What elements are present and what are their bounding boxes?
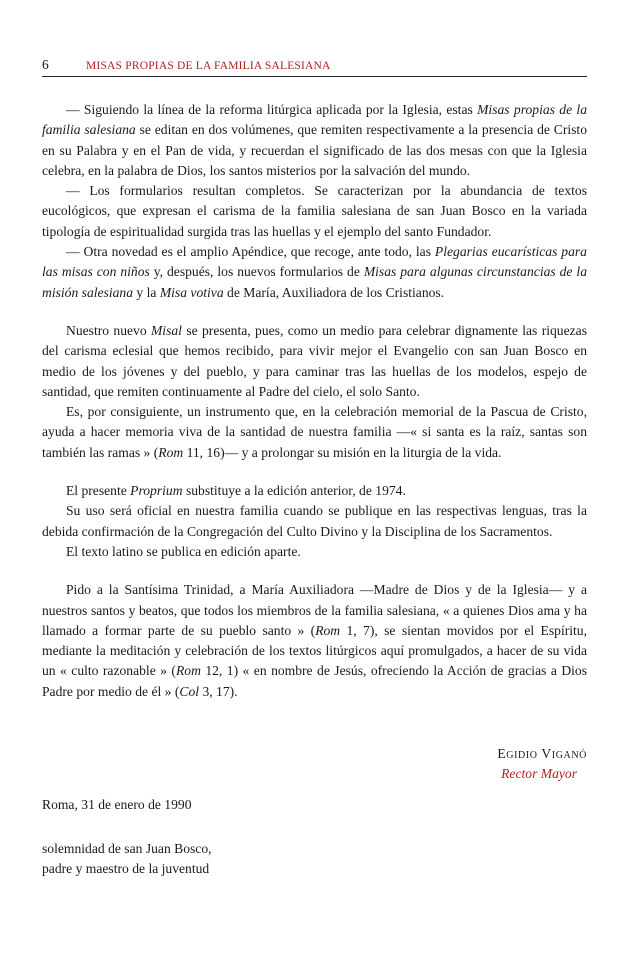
paragraph-gap [42,303,587,321]
paragraph-instrument: Es, por consiguiente, un instrumento que, en la celebración memorial de la Pascua de Cristo, ayuda a hacer memoria viva de la santidad de nuestra familia —« si santa es la raíz, santas son también las ramas » (Rom 11, 16)— y a prolongar su misión en la liturgia de la vida. [42,404,587,460]
paragraph-proprium: El presente Proprium substituye a la edición anterior, de 1974. [66,483,406,499]
running-title: MISAS PROPIAS DE LA FAMILIA SALESIANA [86,60,331,72]
paragraph-new-missal: Nuestro nuevo Misal se presenta, pues, como un medio para celebrar dignamente las riquezas del carisma eclesial que hemos recibido, para vivir mejor el Evangelio con san Juan Bosco en medio de los jóvenes y del pueblo, y para caminar tras las huellas de los modelos, espejo de santidad, que remiten continuamente al Padre del cielo, el solo Santo. [42,322,587,399]
closing-block [42,795,342,879]
signatory-name: Egidio Viganó [497,746,587,761]
place-date: Roma, 31 de enero de 1990 [42,797,192,812]
occasion-line-1: solemnidad de san Juan Bosco, [42,841,212,856]
signatory-role: Rector Mayor [501,766,577,781]
paragraph-formularies: — Los formularios resultan completos. Se caracterizan por la abundancia de textos eucológicos, que expresan el carisma de la familia salesiana de san Juan Bosco en la variada tipología de espiritualidad surgida tras las huellas y el ejemplo del santo Fundador. [42,183,587,239]
paragraph-appendix: — Otra novedad es el amplio Apéndice, que recoge, ante todo, las Plegarias eucarísticas para las misas con niños y, después, los nuevos formularios de Misas para algunas circunstancias de la misión salesiana y la Misa votiva de María, Auxiliadora de los Cristianos. [42,244,587,300]
paragraph-gap [42,463,587,481]
page-header [42,56,587,77]
signature-block [380,744,587,784]
paragraph-liturgical-reform: — Siguiendo la línea de la reforma litúrgica aplicada por la Iglesia, estas Misas propias de la familia salesiana se editan en dos volúmenes, que remiten respectivamente a la presencia de Cristo en su Palabra y en el Pan de vida, y recuerdan el significado de las dos mesas con que la Iglesia celebra, en la palabra de Dios, los santos misterios por la salvación del mundo. [42,102,587,178]
paragraph-prayer: Pido a la Santísima Trinidad, a María Auxiliadora —Madre de Dios y de la Iglesia— y a nuestros santos y beatos, que todos los miembros de la familia salesiana, « a quienes Dios ama y ha llamado a formar parte de su pueblo santo » (Rom 1, 7), se sientan movidos por el Espíritu, mediante la meditación y celebración de los textos litúrgicos aquí promulgados, a hacer de su vida un « culto razonable » (Rom 12, 1) « en nombre de Jesús, ofreciendo la Acción de gracias a Dios Padre por medio de él » (Col 3, 17). [42,582,588,699]
paragraph-gap [42,562,587,580]
page-number: 6 [42,57,49,72]
occasion-line-2: padre y maestro de la juventud [42,861,210,876]
paragraph-latin-text: El texto latino se publica en edición aparte. [66,543,301,559]
paragraph-official-use: Su uso será oficial en nuestra familia cuando se publique en las respectivas lenguas, tras la debida confirmación de la Congregación del Culto Divino y la Disciplina de los Sacramentos. [42,503,587,539]
page-body [42,100,587,702]
